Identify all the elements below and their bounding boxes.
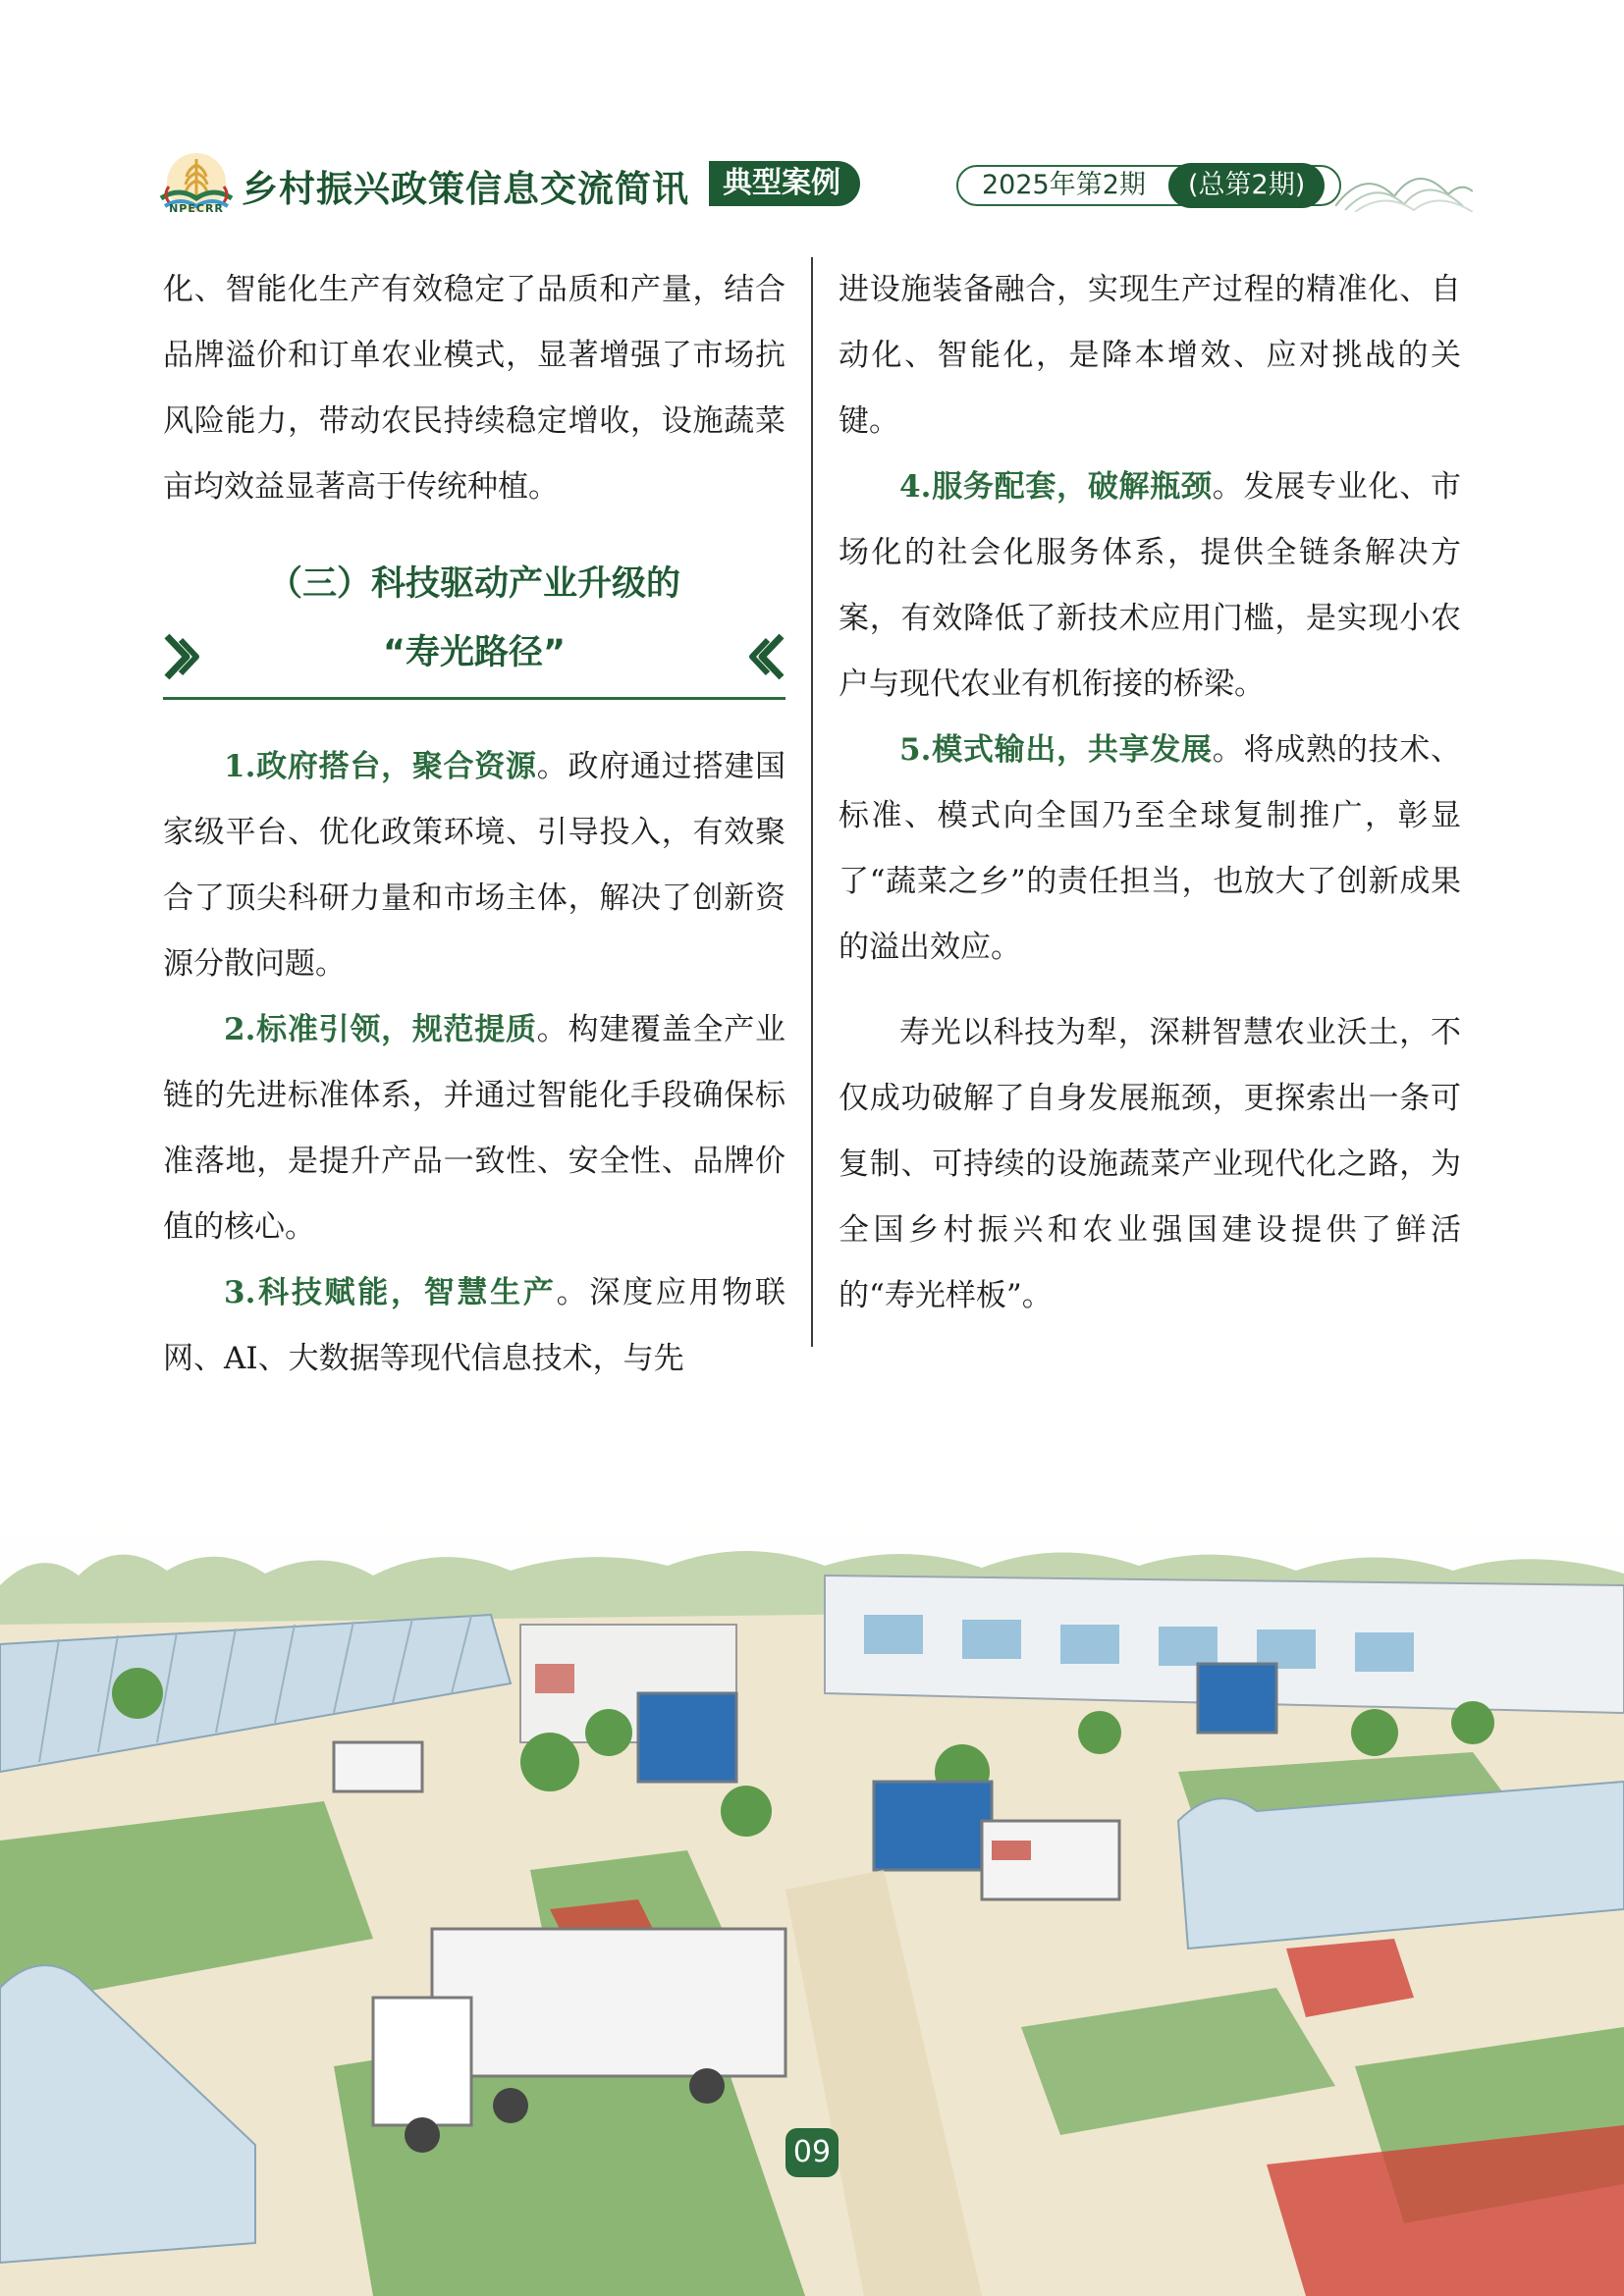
point-3-lead: 3.科技赋能，智慧生产	[224, 1275, 557, 1310]
point-1-lead: 1.政府搭台，聚合资源	[224, 749, 537, 784]
point-2-paragraph	[163, 997, 785, 1260]
issue-label: 2025年第2期	[982, 170, 1146, 200]
subheading-line-1: （三）科技驱动产业升级的	[267, 564, 680, 604]
point-4-paragraph	[839, 454, 1461, 718]
point-5-body: 。将成熟的技术、标准、模式向全国乃至全球复制推广，彰显了“蔬菜之乡”的责任担当，也放大了创新成果的溢出效应。	[839, 732, 1461, 965]
section-subheading	[163, 540, 785, 724]
point-4-lead: 4.服务配套，破解瓶颈	[899, 469, 1213, 505]
intro-paragraph: 化、智能化生产有效稳定了品质和产量，结合品牌溢价和订单农业模式，显著增强了市场抗风险能力，带动农民持续稳定增收，设施蔬菜亩均效益显著高于传统种植。	[163, 272, 785, 505]
section-tag: 典型案例	[709, 161, 860, 206]
point-3-body: 。深度应用物联网、AI、大数据等现代信息技术，与先	[163, 1275, 785, 1376]
subheading-line-2: “寿光路径”	[382, 633, 566, 672]
subheading-rule	[163, 697, 785, 700]
column-divider	[811, 257, 813, 1347]
issue-total-badge: (总第2期)	[1168, 163, 1325, 208]
point-1-body: 。政府通过搭建国家级平台、优化政策环境、引导投入，有效聚合了顶尖科研力量和市场主体，解决了创新资源分散问题。	[163, 749, 785, 982]
conclusion-paragraph: 寿光以科技为犁，深耕智慧农业沃土，不仅成功破解了自身发展瓶颈，更探索出一条可复制、可持续的设施蔬菜产业现代化之路，为全国乡村振兴和农业强国建设提供了鲜活的“寿光样板”。	[839, 1015, 1461, 1313]
double-chevron-left-icon	[746, 630, 785, 683]
point-4-body: 。发展专业化、市场化的社会化服务体系，提供全链条解决方案，有效降低了新技术应用门槛，是实现小农户与现代农业有机衔接的桥梁。	[839, 469, 1461, 702]
point-5-lead: 5.模式输出，共享发展	[899, 732, 1213, 768]
right-column	[839, 257, 1461, 1329]
publication-title: 乡村振兴政策信息交流简讯	[242, 168, 689, 210]
smart-agriculture-illustration	[0, 1517, 1624, 2296]
point-3-paragraph	[163, 1260, 785, 1392]
continuation-paragraph: 进设施装备融合，实现生产过程的精准化、自动化、智能化，是降本增效、应对挑战的关键。	[839, 272, 1461, 439]
logo-label: NPECRR	[169, 202, 224, 215]
hills-decoration-icon	[1335, 157, 1473, 212]
point-2-body: 。构建覆盖全产业链的先进标准体系，并通过智能化手段确保标准落地，是提升产品一致性、安全性、品牌价值的核心。	[163, 1012, 785, 1245]
page-header	[0, 0, 1624, 226]
point-2-lead: 2.标准引领，规范提质	[224, 1012, 537, 1047]
page-number: 09	[785, 2128, 839, 2177]
point-1-paragraph	[163, 734, 785, 997]
left-column	[163, 257, 785, 1392]
point-5-paragraph	[839, 718, 1461, 981]
